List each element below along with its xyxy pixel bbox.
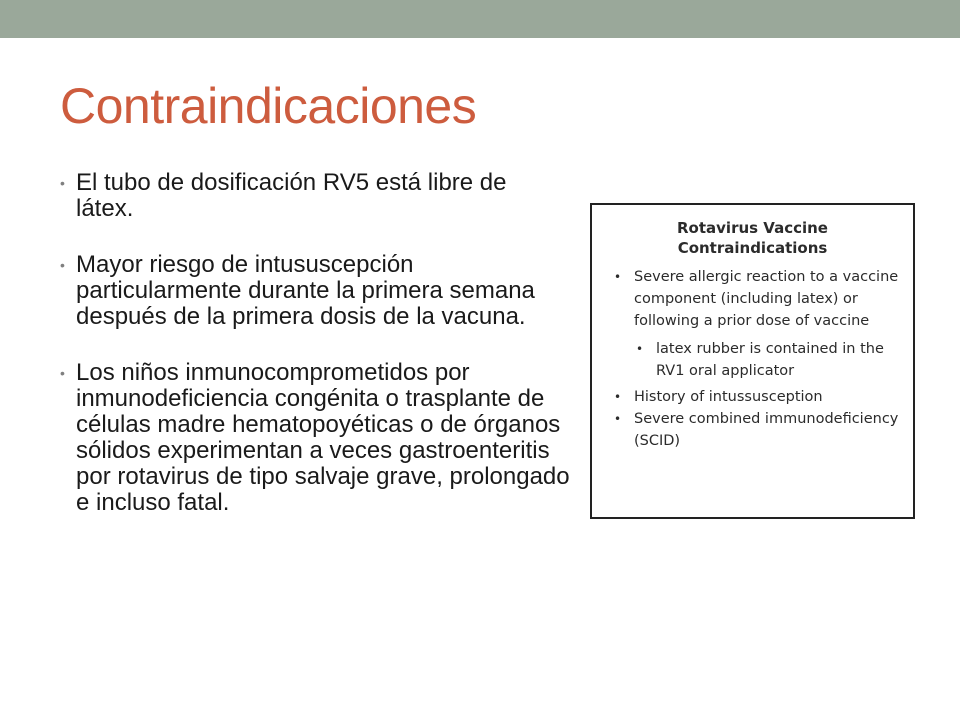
top-accent-bar: [0, 0, 960, 38]
image-box-list: [592, 266, 913, 452]
image-box-item-text: Severe allergic reaction to a vaccine component (including latex) or following a prior dose of vaccine: [634, 269, 899, 329]
image-box-title-line2: Contraindications: [677, 239, 828, 257]
bullet-marker: •: [60, 175, 65, 191]
image-box-marker: •: [636, 342, 644, 356]
bullet-text: Mayor riesgo de intususcepción particularmente durante la primera semana después de la primera dosis de la vacuna.: [76, 251, 535, 330]
image-box-item-text: latex rubber is contained in the RV1 oral applicator: [656, 341, 884, 379]
bullet-item: [60, 252, 570, 330]
image-box-title: [592, 218, 913, 258]
image-box-title-line1: Rotavirus Vaccine: [677, 219, 828, 237]
image-box-marker: •: [614, 270, 622, 284]
image-box-item-text: History of intussusception: [634, 389, 823, 405]
contraindications-image-box: [590, 203, 915, 519]
image-box-subitem: [636, 338, 903, 382]
bullet-marker: •: [60, 365, 65, 381]
image-box-item: [614, 408, 903, 452]
bullet-text: Los niños inmunocomprometidos por inmunodeficiencia congénita o trasplante de células madre hematopoyéticas o de órganos sólidos experimentan a veces gastroenteritis por rotavirus de tipo salvaje grave, prolongado e incluso fatal.: [76, 359, 570, 516]
image-box-marker: •: [614, 390, 622, 404]
image-box-item: [614, 386, 903, 408]
bullet-text: El tubo de dosificación RV5 está libre de látex.: [76, 169, 507, 222]
bullet-marker: •: [60, 257, 65, 273]
slide-title: Contraindicaciones: [60, 78, 477, 134]
bullet-item: [60, 360, 570, 516]
image-box-item-text: Severe combined immunodeficiency (SCID): [634, 411, 899, 449]
image-box-item: [614, 266, 903, 332]
bullet-list: [60, 170, 570, 546]
bullet-item: [60, 170, 570, 222]
image-box-marker: •: [614, 412, 622, 426]
